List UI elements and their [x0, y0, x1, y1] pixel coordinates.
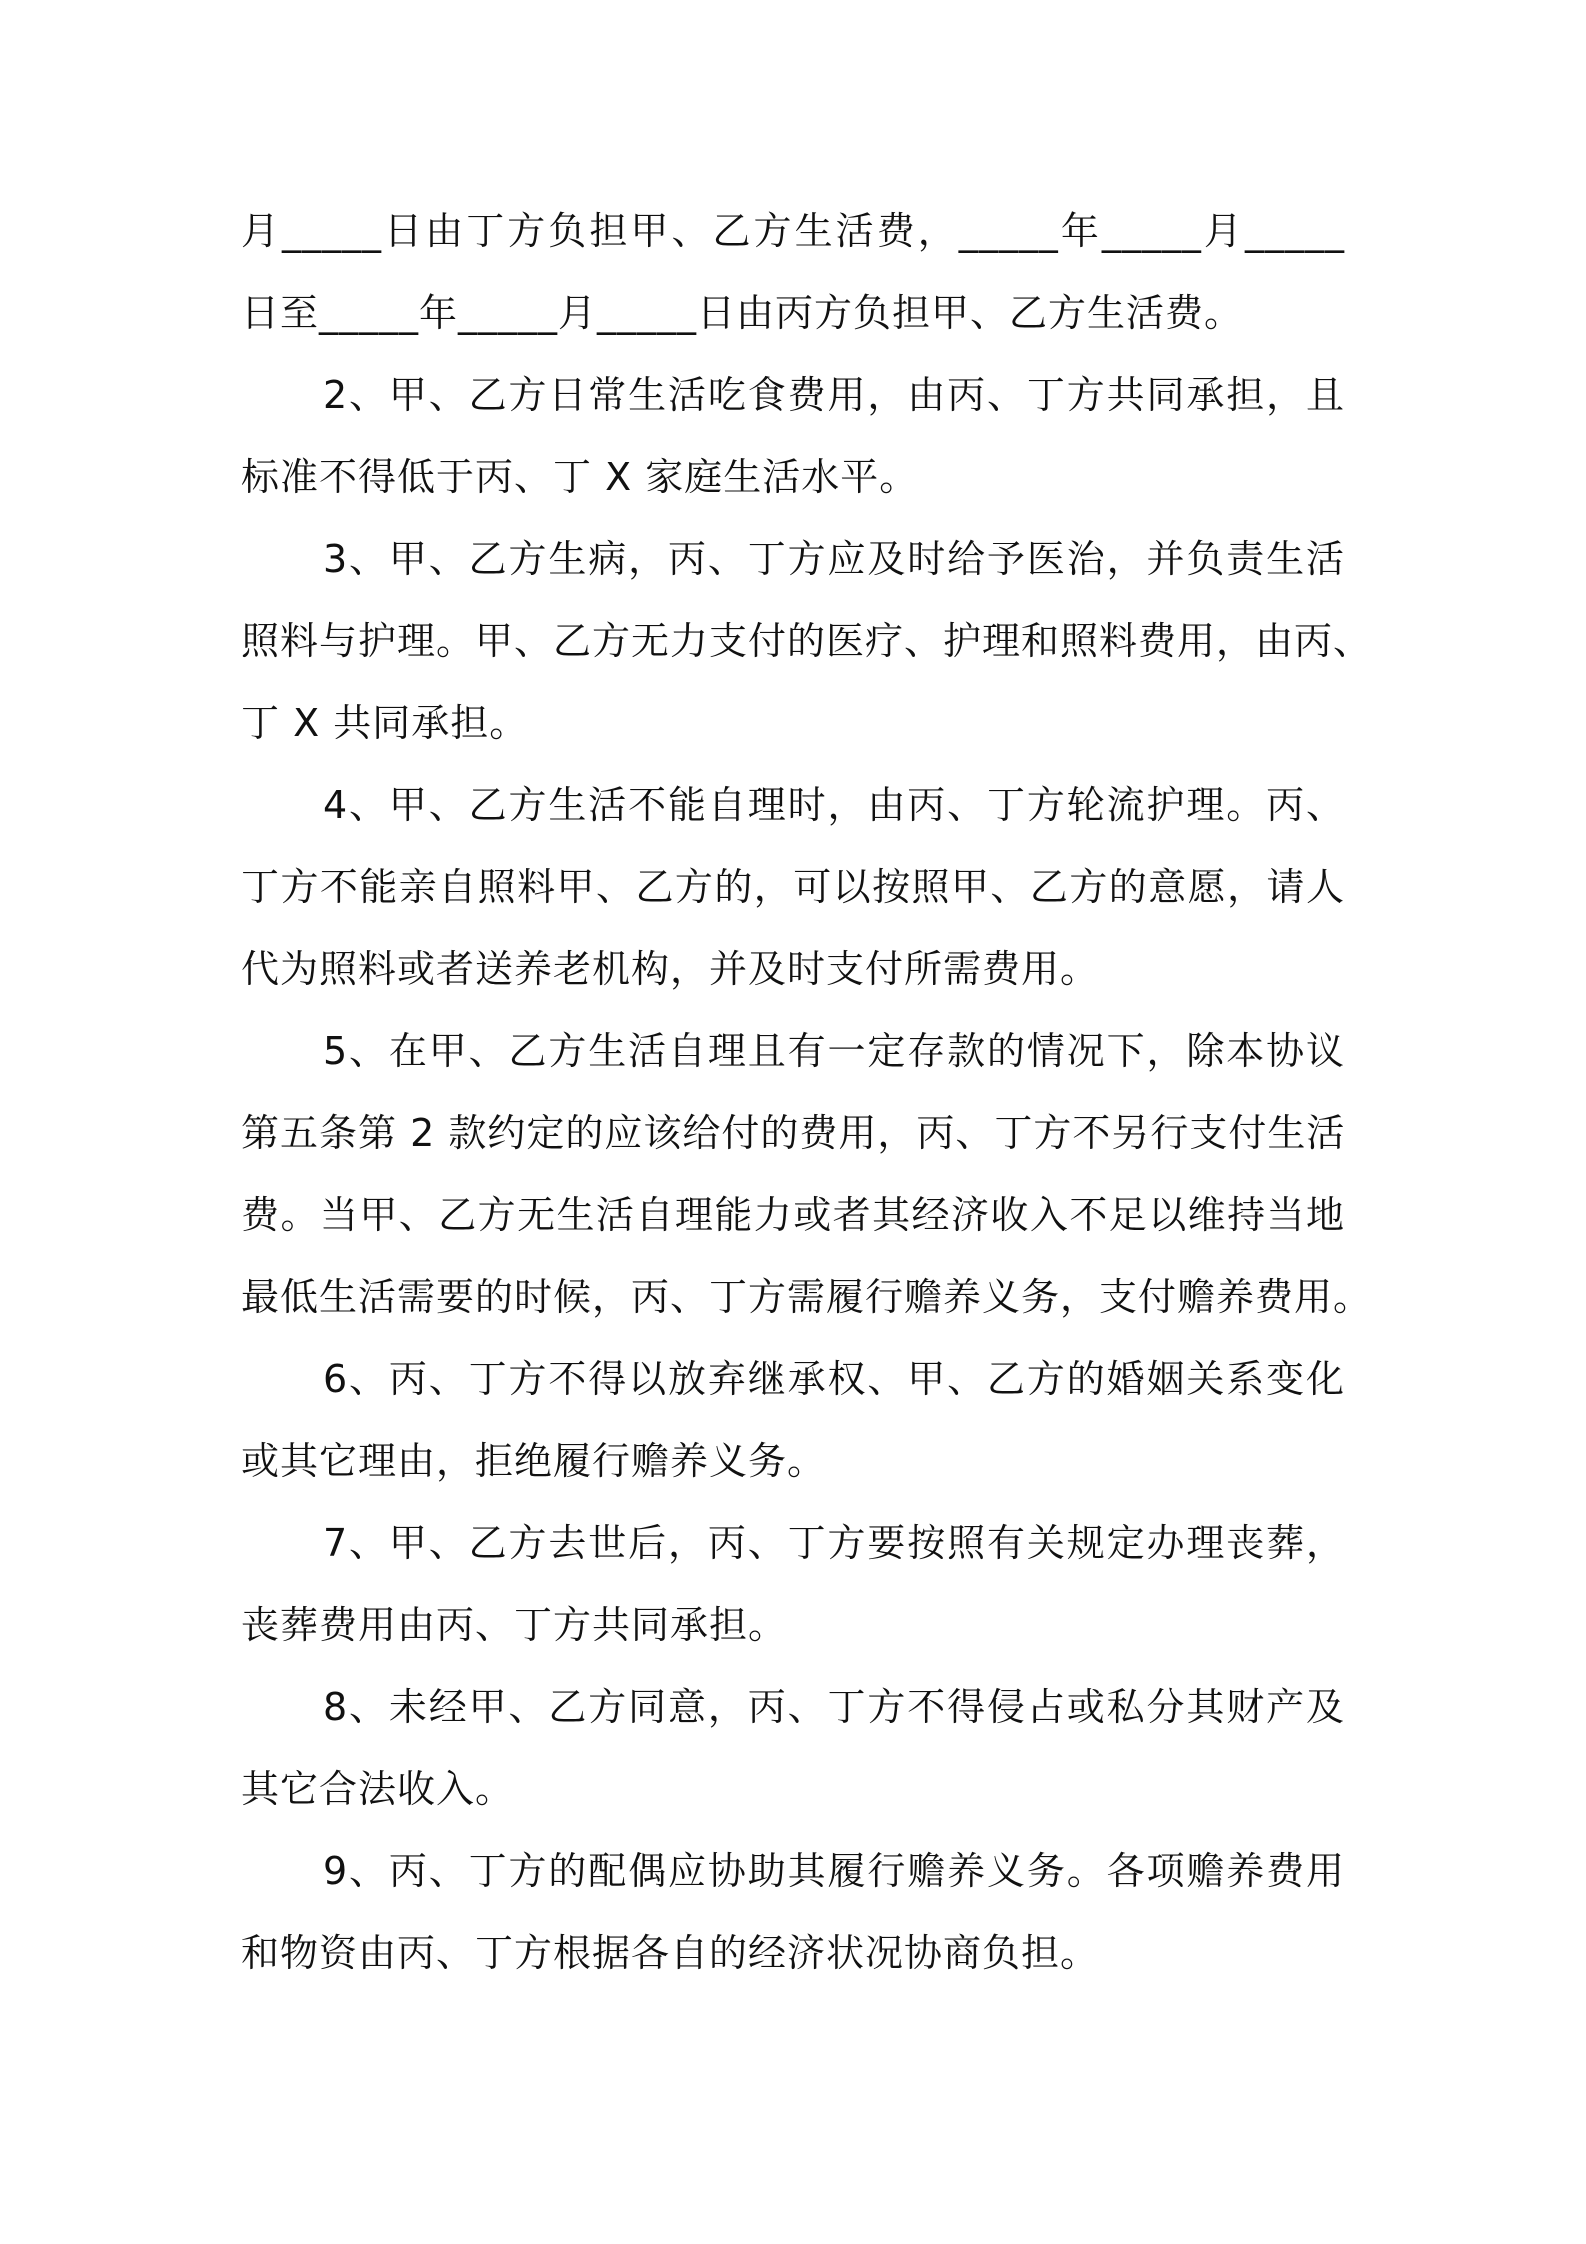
clause-5-line: 费。当甲、乙方无生活自理能力或者其经济收入不足以维持当地	[241, 1193, 1345, 1237]
clause-8-line: 8、未经甲、乙方同意，丙、丁方不得侵占或私分其财产及	[323, 1685, 1345, 1729]
clause-4-line: 4、甲、乙方生活不能自理时，由丙、丁方轮流护理。丙、	[323, 783, 1345, 827]
clause-3-line: 3、甲、乙方生病，丙、丁方应及时给予医治，并负责生活	[323, 537, 1345, 581]
clause-5-line: 最低生活需要的时候，丙、丁方需履行赡养义务，支付赡养费用。	[241, 1275, 1373, 1319]
clause-9-line: 和物资由丙、丁方根据各自的经济状况协商负担。	[241, 1931, 1100, 1975]
clause-2-line: 2、甲、乙方日常生活吃食费用，由丙、丁方共同承担，且	[323, 373, 1345, 417]
clause-6-line: 或其它理由，拒绝履行赡养义务。	[241, 1439, 827, 1483]
clause-2-line: 标准不得低于丙、丁 X 家庭生活水平。	[241, 455, 919, 499]
clause-8-line: 其它合法收入。	[241, 1767, 515, 1811]
clause-5-line: 5、在甲、乙方生活自理且有一定存款的情况下，除本协议	[323, 1029, 1345, 1073]
document-body	[241, 200, 1373, 2004]
clause-9-line: 9、丙、丁方的配偶应协助其履行赡养义务。各项赡养费用	[323, 1849, 1345, 1893]
clause-4-line: 代为照料或者送养老机构，并及时支付所需费用。	[241, 947, 1100, 991]
clause-7-line: 7、甲、乙方去世后，丙、丁方要按照有关规定办理丧葬，	[323, 1521, 1345, 1565]
clause-5-line: 第五条第 2 款约定的应该给付的费用，丙、丁方不另行支付生活	[241, 1111, 1346, 1155]
clause-3-line: 丁 X 共同承担。	[241, 701, 529, 745]
clause-6-line: 6、丙、丁方不得以放弃继承权、甲、乙方的婚姻关系变化	[323, 1357, 1345, 1401]
paragraph-line: 日至_____年_____月_____日由丙方负担甲、乙方生活费。	[241, 291, 1244, 335]
clause-3-line: 照料与护理。甲、乙方无力支付的医疗、护理和照料费用，由丙、	[241, 619, 1373, 663]
clause-4-line: 丁方不能亲自照料甲、乙方的，可以按照甲、乙方的意愿，请人	[241, 865, 1345, 909]
paragraph-line: 月_____日由丁方负担甲、乙方生活费，_____年_____月_____	[241, 209, 1345, 253]
clause-7-line: 丧葬费用由丙、丁方共同承担。	[241, 1603, 788, 1647]
